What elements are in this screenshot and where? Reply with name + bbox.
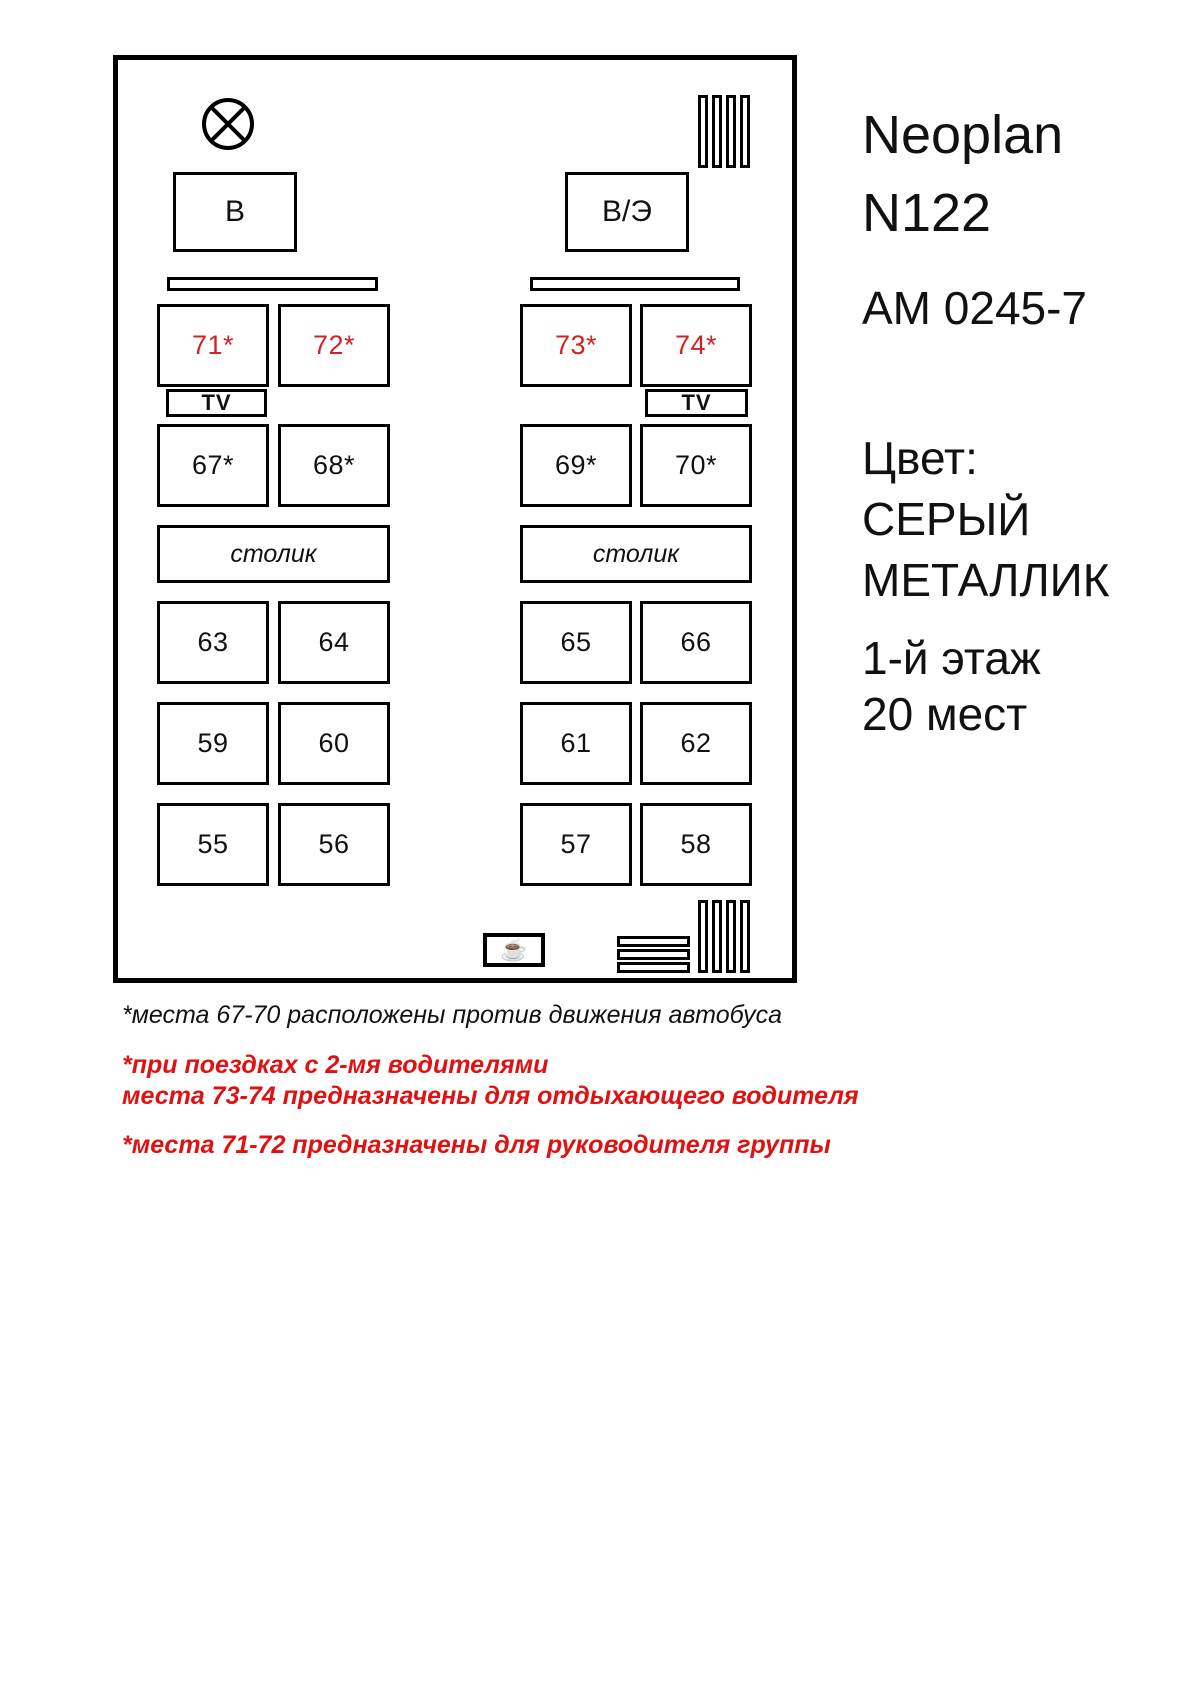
- step-bar-icon: [617, 949, 690, 960]
- bus-seat-count: 20 мест: [862, 688, 1028, 740]
- table-right: [520, 525, 752, 583]
- seat-57: [520, 803, 632, 886]
- stair-bar-icon: [726, 95, 736, 168]
- seat-55: [157, 803, 269, 886]
- seat-label: 63: [197, 627, 229, 657]
- lamp-icon: [200, 96, 256, 152]
- table-label: столик: [230, 539, 317, 568]
- seat-label: 65: [560, 627, 592, 657]
- bus-color-block: [862, 428, 1110, 611]
- seat-label: 59: [197, 728, 229, 758]
- seat-68: [278, 424, 390, 507]
- bus-model: N122: [862, 183, 992, 243]
- tv-box-left: [166, 389, 267, 417]
- bus-color-value-2: МЕТАЛЛИК: [862, 554, 1110, 606]
- seat-69: [520, 424, 632, 507]
- seat-label: 68*: [312, 450, 356, 480]
- seat-66: [640, 601, 752, 684]
- seat-56: [278, 803, 390, 886]
- seat-58: [640, 803, 752, 886]
- shelf-left: [167, 277, 378, 291]
- seat-label: 72*: [312, 330, 356, 360]
- tv-label: TV: [681, 390, 712, 415]
- footnote-seats-73-74-line2: места 73-74 предназначены для отдыхающего водителя: [122, 1082, 859, 1110]
- bus-model-title: [862, 96, 1063, 252]
- shelf-right: [530, 277, 740, 291]
- seat-74: [640, 304, 752, 387]
- table-left: [157, 525, 390, 583]
- footnote-seats-67-70: *места 67-70 расположены против движения автобуса: [122, 1001, 783, 1029]
- seat-59: [157, 702, 269, 785]
- seat-64: [278, 601, 390, 684]
- seat-label: 61: [560, 728, 592, 758]
- step-bar-icon: [617, 962, 690, 973]
- coffee-box: [483, 933, 545, 967]
- seat-label: 64: [318, 627, 350, 657]
- footnote-seats-73-74-line1: *при поездках с 2-мя водителями: [122, 1051, 549, 1079]
- bus-brand: Neoplan: [862, 105, 1064, 165]
- compartment-be-label: В/Э: [602, 195, 652, 228]
- seat-label: 66: [680, 627, 712, 657]
- seat-label: 57: [560, 829, 592, 859]
- tv-label: TV: [201, 390, 232, 415]
- seat-71: [157, 304, 269, 387]
- seat-73: [520, 304, 632, 387]
- compartment-b: [173, 172, 297, 252]
- bus-reg-number: АМ 0245-7: [862, 282, 1088, 334]
- seat-label: 69*: [554, 450, 598, 480]
- stair-bar-icon: [698, 95, 708, 168]
- seat-label: 55: [197, 829, 229, 859]
- stair-bar-icon: [740, 900, 750, 973]
- seat-63: [157, 601, 269, 684]
- seat-61: [520, 702, 632, 785]
- compartment-be: [565, 172, 689, 252]
- footnote-seats-73-74: [122, 1050, 859, 1112]
- seat-70: [640, 424, 752, 507]
- compartment-b-label: В: [224, 195, 245, 228]
- bus-color-label: Цвет:: [862, 432, 978, 484]
- seat-label: 73*: [554, 330, 598, 360]
- bus-color-value-1: СЕРЫЙ: [862, 493, 1031, 545]
- seat-label: 67*: [191, 450, 235, 480]
- seat-label: 56: [318, 829, 350, 859]
- seat-label: 60: [318, 728, 350, 758]
- stair-bar-icon: [712, 95, 722, 168]
- stair-bar-icon: [726, 900, 736, 973]
- stair-bar-icon: [712, 900, 722, 973]
- seat-label: 70*: [674, 450, 718, 480]
- seat-65: [520, 601, 632, 684]
- seat-67: [157, 424, 269, 507]
- footnote-seats-71-72: *места 71-72 предназначены для руководителя группы: [122, 1131, 831, 1159]
- seat-60: [278, 702, 390, 785]
- seat-label: 58: [680, 829, 712, 859]
- bus-floor-block: [862, 630, 1041, 742]
- tv-box-right: [645, 389, 748, 417]
- seat-label: 71*: [191, 330, 235, 360]
- seat-label: 62: [680, 728, 712, 758]
- stair-bar-icon: [740, 95, 750, 168]
- seat-label: 74*: [674, 330, 718, 360]
- table-label: столик: [592, 539, 680, 568]
- seat-72: [278, 304, 390, 387]
- seat-62: [640, 702, 752, 785]
- step-bar-icon: [617, 936, 690, 947]
- bus-floor: 1-й этаж: [862, 632, 1041, 684]
- stair-bar-icon: [698, 900, 708, 973]
- coffee-cup-icon: ☕: [500, 937, 528, 962]
